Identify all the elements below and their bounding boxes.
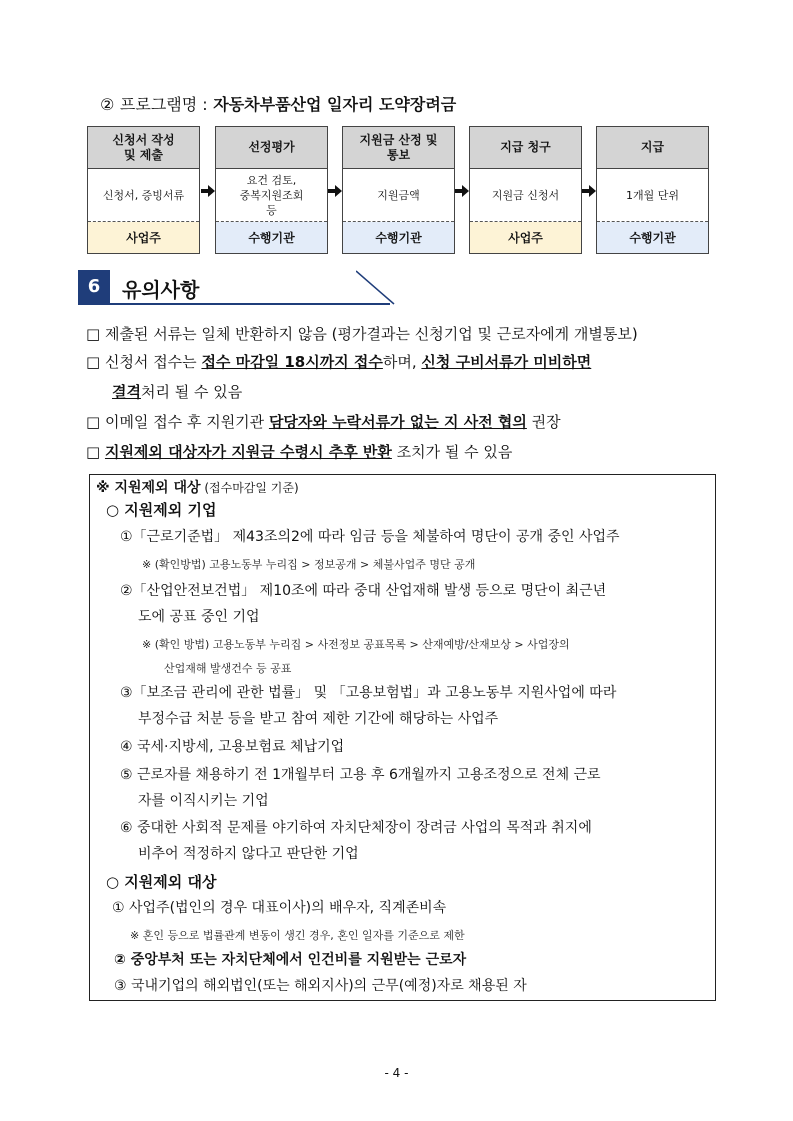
exclusion-item-continued: 비추어 적정하지 않다고 판단한 기업 xyxy=(138,846,359,862)
program-number: ② xyxy=(100,95,115,114)
flow-step xyxy=(342,126,455,254)
page-number: - 4 - xyxy=(384,1066,409,1080)
section-heading-decoration xyxy=(356,270,396,306)
exclusion-note: ※ 혼인 등으로 법률관계 변동이 생긴 경우, 혼인 일자를 기준으로 제한 xyxy=(130,929,465,942)
exclusion-item-continued: 도에 공표 중인 기업 xyxy=(138,609,260,625)
flow-step-actor: 사업주 xyxy=(88,222,199,253)
program-heading xyxy=(100,92,456,115)
excluded-persons-title: ○ 지원제외 대상 xyxy=(106,873,217,891)
exclusion-item: ⑤ 근로자를 채용하기 전 1개월부터 고용 후 6개월까지 고용조정으로 전체 근로 xyxy=(120,767,601,783)
program-name: 자동차부품산업 일자리 도약장려금 xyxy=(213,95,457,114)
exclusion-heading: ※ 지원제외 대상 (접수마감일 기준) xyxy=(96,480,299,496)
exclusion-item: ② 중앙부처 또는 자치단체에서 인건비를 지원받는 근로자 xyxy=(114,952,467,968)
flow-step-actor: 사업주 xyxy=(470,222,581,253)
note-item: □ 이메일 접수 후 지원기관 담당자와 누락서류가 없는 지 사전 협의 권장 xyxy=(86,413,561,431)
arrow-right-icon xyxy=(201,185,215,197)
exclusion-note-continued: 산업재해 발생건수 등 공표 xyxy=(164,662,292,675)
exclusion-item: ②「산업안전보건법」 제10조에 따라 중대 산업재해 발생 등으로 명단이 최근년 xyxy=(120,583,607,599)
flow-step xyxy=(469,126,582,254)
exclusion-note: ※ (확인방법) 고용노동부 누리집 > 정보공개 > 체불사업주 명단 공개 xyxy=(142,558,476,571)
flow-step-content: 지원금액 xyxy=(343,169,454,222)
flow-step-content: 요건 검토, 중복지원조회 등 xyxy=(216,169,327,222)
exclusion-item-continued: 부정수급 처분 등을 받고 참여 제한 기간에 해당하는 사업주 xyxy=(138,711,499,727)
flow-step-content: 1개월 단위 xyxy=(597,169,708,222)
flow-step-title: 지원금 산정 및 통보 xyxy=(343,127,454,169)
exclusion-item: ①「근로기준법」 제43조의2에 따라 임금 등을 체불하여 명단이 공개 중인 사업주 xyxy=(120,529,620,545)
exclusion-box xyxy=(89,474,716,1001)
exclusion-item: ① 사업주(법인의 경우 대표이사)의 배우자, 직계존비속 xyxy=(112,900,447,916)
section-number: 6 xyxy=(78,270,110,303)
arrow-right-icon xyxy=(582,185,596,197)
arrow-right-icon xyxy=(328,185,342,197)
flow-step-content: 지원금 신청서 xyxy=(470,169,581,222)
exclusion-item: ⑥ 중대한 사회적 문제를 야기하여 자치단체장이 장려금 사업의 목적과 취지에 xyxy=(120,820,592,836)
arrow-right-icon xyxy=(455,185,469,197)
program-label: 프로그램명 : xyxy=(119,95,208,114)
note-item-continued: 결격처리 될 수 있음 xyxy=(112,383,243,401)
flow-step-actor: 수행기관 xyxy=(216,222,327,253)
flow-step xyxy=(215,126,328,254)
flow-step-title: 지급 xyxy=(597,127,708,169)
flow-step-content: 신청서, 증빙서류 xyxy=(88,169,199,222)
flow-step-actor: 수행기관 xyxy=(343,222,454,253)
flow-step-title: 신청서 작성 및 제출 xyxy=(88,127,199,169)
note-item: □ 신청서 접수는 접수 마감일 18시까지 접수하며, 신청 구비서류가 미비하면 xyxy=(86,353,592,371)
exclusion-item: ④ 국세·지방세, 고용보험료 체납기업 xyxy=(120,739,345,755)
exclusion-item: ③「보조금 관리에 관한 법률」 및 「고용보험법」과 고용노동부 지원사업에 따라 xyxy=(120,685,617,701)
flow-step xyxy=(596,126,709,254)
flow-step xyxy=(87,126,200,254)
exclusion-note: ※ (확인 방법) 고용노동부 누리집 > 사전정보 공표목록 > 산재예방/산재보상 > 사업장의 xyxy=(142,638,570,651)
note-item: □ 지원제외 대상자가 지원금 수령시 추후 반환 조치가 될 수 있음 xyxy=(86,443,513,461)
flow-step-title: 선정평가 xyxy=(216,127,327,169)
flow-step-actor: 수행기관 xyxy=(597,222,708,253)
excluded-companies-title: ○ 지원제외 기업 xyxy=(106,501,217,519)
section-underline xyxy=(78,303,390,305)
section-title: 유의사항 xyxy=(122,278,200,302)
note-item: □ 제출된 서류는 일체 반환하지 않음 (평가결과는 신청기업 및 근로자에게 개별통보) xyxy=(86,325,638,343)
flow-step-title: 지급 청구 xyxy=(470,127,581,169)
exclusion-item-continued: 자를 이직시키는 기업 xyxy=(138,793,269,809)
exclusion-item: ③ 국내기업의 해외법인(또는 해외지사)의 근무(예정)자로 채용된 자 xyxy=(114,978,527,994)
